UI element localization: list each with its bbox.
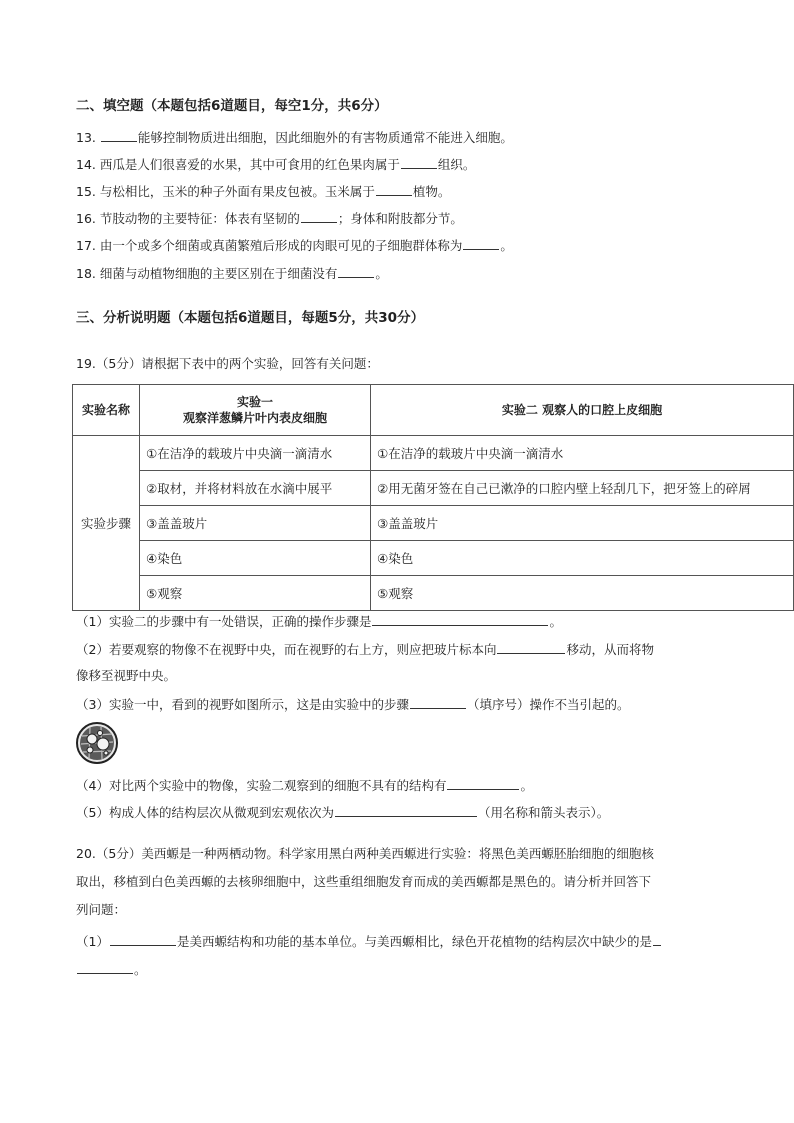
q19-p5-suffix: （用名称和箭头表示）。 <box>477 805 610 820</box>
q20-line-1: 20.（5分）美西螈是一种两栖动物。科学家用黑白两种美西螈进行实验：将黑色美西螈胚胎细胞的细胞核 <box>76 846 654 861</box>
q20-p1-blank-2[interactable] <box>77 961 133 974</box>
question-14 <box>76 156 475 174</box>
exp2-step-4: ④染色 <box>371 541 794 576</box>
q19-p4-suffix: 。 <box>520 778 533 793</box>
table-header-row <box>73 385 794 436</box>
q15-suffix: 植物。 <box>412 184 451 199</box>
q19-part-3 <box>76 696 629 714</box>
q19-p4-text: （4）对比两个实验中的物像，实验二观察到的细胞不具有的结构有 <box>76 778 447 793</box>
q19-p3-blank[interactable] <box>410 696 466 709</box>
q18-blank[interactable] <box>338 265 374 278</box>
q19-part-5 <box>76 804 609 822</box>
experiment-table <box>72 384 794 611</box>
table-row <box>73 471 794 506</box>
exp1-step-4: ④染色 <box>140 541 371 576</box>
q14-text: 14. 西瓜是人们很喜爱的水果，其中可食用的红色果肉属于 <box>76 157 400 172</box>
q19-p4-blank[interactable] <box>447 777 519 790</box>
q19-p1-text: （1）实验二的步骤中有一处错误，正确的操作步骤是 <box>76 614 372 629</box>
exp1-header-title: 实验一 <box>236 395 273 409</box>
table-row <box>73 436 794 471</box>
q13-number: 13. <box>76 130 96 145</box>
question-17 <box>76 237 513 255</box>
q13-text: 能够控制物质进出细胞，因此细胞外的有害物质通常不能进入细胞。 <box>137 130 513 145</box>
exp2-step-5: ⑤观察 <box>371 576 794 611</box>
exp1-step-1: ①在洁净的载玻片中央滴一滴清水 <box>140 436 371 471</box>
q20-line-2: 取出，移植到白色美西螈的去核卵细胞中，这些重组细胞发育而成的美西螈都是黑色的。请分析并回答下 <box>76 874 652 889</box>
section2-heading: 二、填空题（本题包括6道题目，每空1分，共6分） <box>76 98 388 114</box>
microscope-field-image <box>76 722 118 764</box>
q19-intro: 19.（5分）请根据下表中的两个实验，回答有关问题： <box>76 356 379 371</box>
q19-p1-suffix: 。 <box>549 614 562 629</box>
question-15 <box>76 183 450 201</box>
q19-part-4 <box>76 777 533 795</box>
exp2-step-1: ①在洁净的载玻片中央滴一滴清水 <box>371 436 794 471</box>
q15-text: 15. 与松相比，玉米的种子外面有果皮包被。玉米属于 <box>76 184 375 199</box>
question-13 <box>76 129 513 147</box>
q14-blank[interactable] <box>401 156 437 169</box>
q16-text: 16. 节肢动物的主要特征：体表有坚韧的 <box>76 211 300 226</box>
q13-blank[interactable] <box>101 129 137 142</box>
q18-text: 18. 细菌与动植物细胞的主要区别在于细菌没有 <box>76 266 338 281</box>
table-row <box>73 506 794 541</box>
q19-p5-blank[interactable] <box>335 804 477 817</box>
exp2-step-2 <box>371 471 794 506</box>
q19-p5-text: （5）构成人体的结构层次从微观到宏观依次为 <box>76 805 334 820</box>
question-16 <box>76 210 463 228</box>
q19-p1-blank[interactable] <box>372 613 548 626</box>
q20-p1-blank-1[interactable] <box>110 933 176 946</box>
q20-p1-suffix: 。 <box>134 962 147 977</box>
q19-part-2 <box>76 641 654 659</box>
q17-text: 17. 由一个或多个细菌或真菌繁殖后形成的肉眼可见的子细胞群体称为 <box>76 238 463 253</box>
q20-p1-text: 是美西螈结构和功能的基本单位。与美西螈相比，绿色开花植物的结构层次中缺少的是 <box>176 934 652 949</box>
q17-suffix: 。 <box>500 238 513 253</box>
exp2-step-2-text: ②用无菌牙签在自己已漱净的口腔内壁上轻刮几下，把牙签上的碎屑 <box>377 481 751 496</box>
q20-p1-blank-2-start[interactable] <box>653 933 661 946</box>
exp1-step-3: ③盖盖玻片 <box>140 506 371 541</box>
q18-suffix: 。 <box>375 266 388 281</box>
q20-line-3: 列问题： <box>76 902 127 917</box>
exp1-header-subtitle: 观察洋葱鳞片叶内表皮细胞 <box>182 411 327 425</box>
exp1-header <box>140 385 371 436</box>
q20-p1-prefix: （1） <box>76 934 109 949</box>
exp2-header: 实验二 观察人的口腔上皮细胞 <box>371 385 794 436</box>
question-18 <box>76 265 388 283</box>
section3-heading: 三、分析说明题（本题包括6道题目，每题5分，共30分） <box>76 310 425 326</box>
q20-part-1 <box>76 933 662 951</box>
table-row <box>73 576 794 611</box>
q19-p2-text: （2）若要观察的物像不在视野中央，而在视野的右上方，则应把玻片标本向 <box>76 642 497 657</box>
q14-suffix: 组织。 <box>437 157 476 172</box>
col-name-header: 实验名称 <box>73 385 140 436</box>
q19-part-1 <box>76 613 562 631</box>
q20-part-1-cont <box>76 961 147 979</box>
q16-blank[interactable] <box>301 210 337 223</box>
q19-p2-suffix: 移动，从而将物 <box>566 642 654 657</box>
q19-p2-blank[interactable] <box>497 641 565 654</box>
exp1-step-2: ②取材，并将材料放在水滴中展平 <box>140 471 371 506</box>
q19-part-2-cont: 像移至视野中央。 <box>76 668 177 683</box>
q19-p3-suffix: （填序号）操作不当引起的。 <box>466 697 630 712</box>
exp1-step-5: ⑤观察 <box>140 576 371 611</box>
table-row <box>73 541 794 576</box>
exp2-step-3: ③盖盖玻片 <box>371 506 794 541</box>
q19-p3-text: （3）实验一中，看到的视野如图所示，这是由实验中的步骤 <box>76 697 409 712</box>
q16-suffix: ；身体和附肢都分节。 <box>337 211 463 226</box>
steps-label: 实验步骤 <box>73 436 140 611</box>
q17-blank[interactable] <box>463 237 499 250</box>
q15-blank[interactable] <box>376 183 412 196</box>
